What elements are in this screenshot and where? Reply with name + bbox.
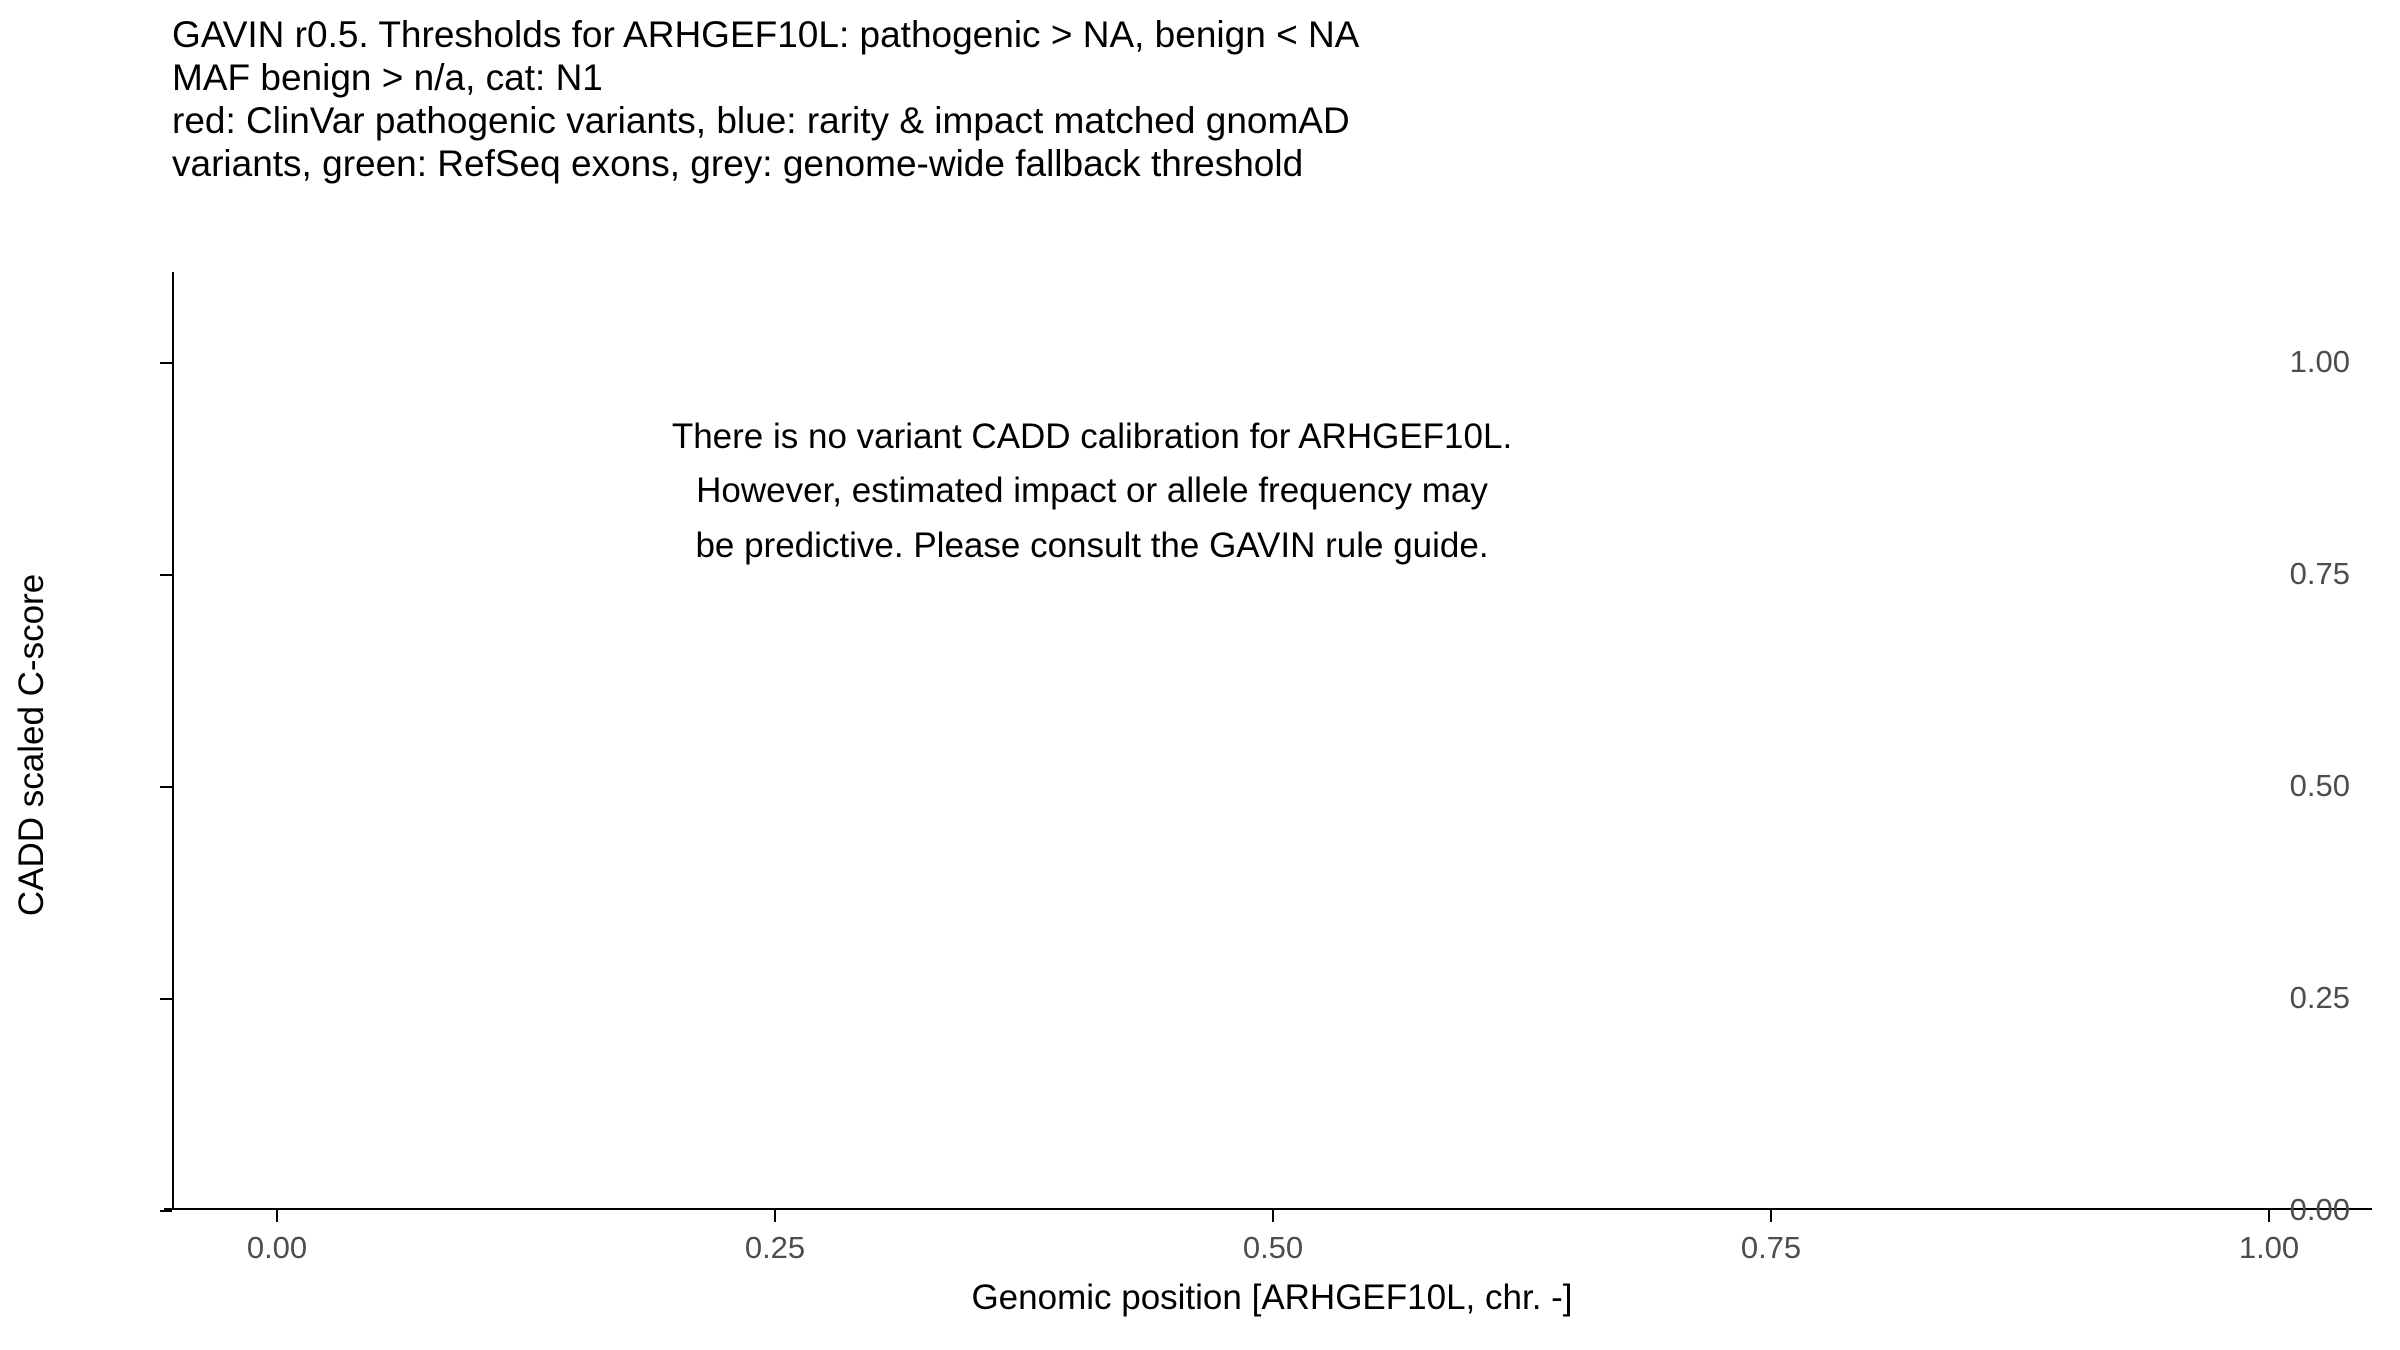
title-line-2: MAF benign > n/a, cat: N1 [172, 56, 603, 98]
x-tick-label: 0.00 [246, 1230, 308, 1265]
y-axis-title-text: CADD scaled C-score [12, 573, 51, 917]
y-tick-mark [160, 574, 172, 576]
title-line-4: variants, green: RefSeq exons, grey: genome-wide fallback threshold [172, 142, 1304, 184]
x-tick-mark [2268, 1210, 2270, 1222]
x-tick-mark [1272, 1210, 1274, 1222]
y-tick-label: 0.75 [2289, 556, 2350, 591]
title-line-3: red: ClinVar pathogenic variants, blue: rarity & impact matched gnomAD [172, 99, 1350, 141]
no-calibration-annotation [502, 410, 1682, 573]
y-tick-label: 1.00 [2289, 344, 2350, 379]
x-tick-label: 0.25 [744, 1230, 806, 1265]
x-axis-line [164, 1208, 2372, 1210]
annotation-line-3: be predictive. Please consult the GAVIN rule guide. [695, 525, 1489, 565]
x-tick-mark [276, 1210, 278, 1222]
y-axis-line [172, 272, 174, 1210]
y-tick-mark [160, 1210, 172, 1212]
y-tick-mark [160, 362, 172, 364]
annotation-line-1: There is no variant CADD calibration for ARHGEF10L. [671, 417, 1513, 456]
y-tick-label: 0.00 [2289, 1192, 2350, 1227]
annotation-line-2: However, estimated impact or allele frequency may [696, 471, 1488, 511]
y-tick-mark [160, 998, 172, 1000]
y-tick-mark [160, 786, 172, 788]
x-tick-mark [774, 1210, 776, 1222]
y-axis-title [10, 280, 54, 1210]
x-axis-title: Genomic position [ARHGEF10L, chr. -] [971, 1278, 1573, 1317]
y-tick-label: 0.50 [2289, 768, 2350, 803]
x-tick-label: 0.50 [1242, 1230, 1304, 1265]
chart-title [172, 14, 2272, 186]
y-tick-label: 0.25 [2289, 980, 2350, 1015]
plot-panel [172, 280, 2372, 1265]
x-tick-label: 1.00 [2238, 1230, 2300, 1265]
x-tick-label: 0.75 [1740, 1230, 1802, 1265]
title-line-1: GAVIN r0.5. Thresholds for ARHGEF10L: pathogenic > NA, benign < NA [172, 14, 1360, 55]
x-tick-mark [1770, 1210, 1772, 1222]
